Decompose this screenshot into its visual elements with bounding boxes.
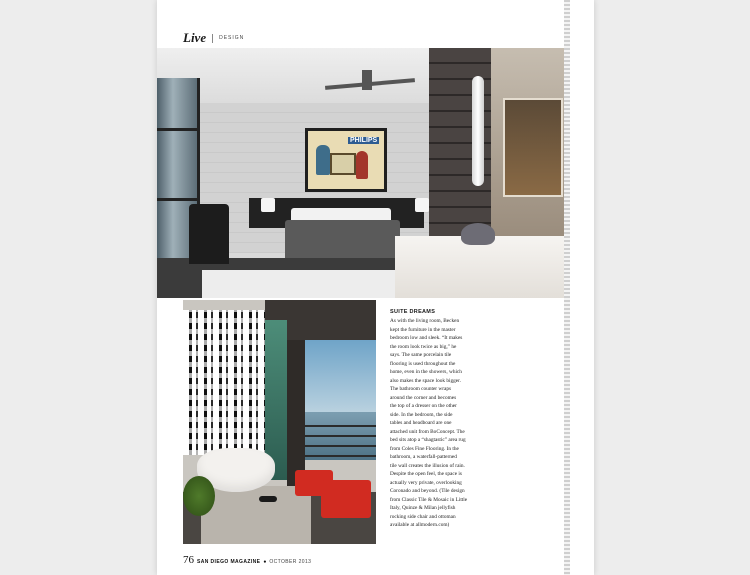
counter-plant <box>461 223 495 245</box>
bedside-lamp <box>415 198 429 212</box>
issue-date: OCTOBER 2013 <box>269 559 312 565</box>
caption-line: Despite the open feel, the space is <box>390 471 462 477</box>
bathroom-mirror <box>503 98 563 197</box>
balcony-railing <box>305 455 376 457</box>
poster-figure <box>356 151 368 179</box>
bedroom-photo <box>157 48 564 298</box>
section-title: Live <box>183 30 207 45</box>
footer-separator: ● <box>263 560 267 565</box>
caption-line: bed sits atop a “shagtastic” area rug <box>390 437 466 443</box>
red-ottoman <box>321 480 371 518</box>
caption-line: Italy, Quinze & Milan jellyfish <box>390 505 456 511</box>
caption-line: the room look twice as big,” he <box>390 343 457 350</box>
magazine-name: SAN DIEGO MAGAZINE <box>197 559 261 565</box>
caption-line: also makes the space look bigger. <box>390 377 461 384</box>
section-header <box>183 30 244 46</box>
balcony-railing <box>305 445 376 447</box>
window-mullion <box>157 198 197 201</box>
caption-line: home, even in the showers, which <box>390 369 462 375</box>
caption-line: the top of a dresser on the other <box>390 403 457 409</box>
caption-body <box>390 317 488 530</box>
caption-line: available at allmodern.com) <box>390 522 450 528</box>
caption-line: attached unit from BoConcept. The <box>390 428 465 435</box>
bathroom-photo <box>183 300 376 544</box>
caption-line: As with the living room, Becken <box>390 318 460 324</box>
sky-view <box>305 340 376 412</box>
ceiling-fan-hub <box>362 70 372 90</box>
caption-line: kept the furniture in the master <box>390 326 456 333</box>
poster-television <box>330 153 356 175</box>
caption-line: bathroom, a waterfall-patterned <box>390 454 457 460</box>
bathroom-counter <box>395 236 564 298</box>
header-divider <box>212 34 213 43</box>
caption-line: says. The same porcelain tile <box>390 352 452 358</box>
potted-plant <box>183 476 215 516</box>
tile-pattern <box>183 310 265 455</box>
caption-line: actually very private, overlooking <box>390 479 462 486</box>
lounge-chair <box>189 204 229 264</box>
caption-title: SUITE DREAMS <box>390 309 436 315</box>
caption-line: from Coles Fine Flooring. In the <box>390 445 459 452</box>
caption-line: tile wall creates the illusion of rain. <box>390 462 465 469</box>
caption-line: The bathroom counter wraps <box>390 386 452 392</box>
window-mullion <box>157 128 197 131</box>
caption-line: tables and headboard are one <box>390 420 452 426</box>
caption-line: rocking side chair and ottoman <box>390 513 456 520</box>
caption-line: bedroom low and sleek. “It makes <box>390 335 463 341</box>
tub-platform <box>201 486 311 544</box>
page-spine <box>564 0 570 575</box>
poster-artwork <box>308 131 384 189</box>
caption-line: Coronado and beyond. (Tile design <box>390 488 465 494</box>
poster-brand: PHILIPS <box>350 137 378 144</box>
page-footer <box>183 554 311 566</box>
framed-poster <box>305 128 387 192</box>
caption-line: around the corner and becomes <box>390 394 457 401</box>
balcony-railing <box>305 425 376 427</box>
page-number: 76 <box>183 554 194 566</box>
caption-line: from Classic Tile & Mosaic in Little <box>390 496 468 503</box>
wall-sconce <box>472 76 484 186</box>
caption-line: flooring is used throughout the <box>390 360 456 367</box>
section-subtitle: DESIGN <box>219 35 245 41</box>
caption-line: side. In the bedroom, the side <box>390 411 453 418</box>
poster-figure <box>316 145 330 175</box>
bedside-lamp <box>261 198 275 212</box>
slippers <box>259 496 277 502</box>
shag-rug <box>202 270 402 298</box>
balcony-railing <box>305 435 376 437</box>
article-caption <box>390 309 488 530</box>
